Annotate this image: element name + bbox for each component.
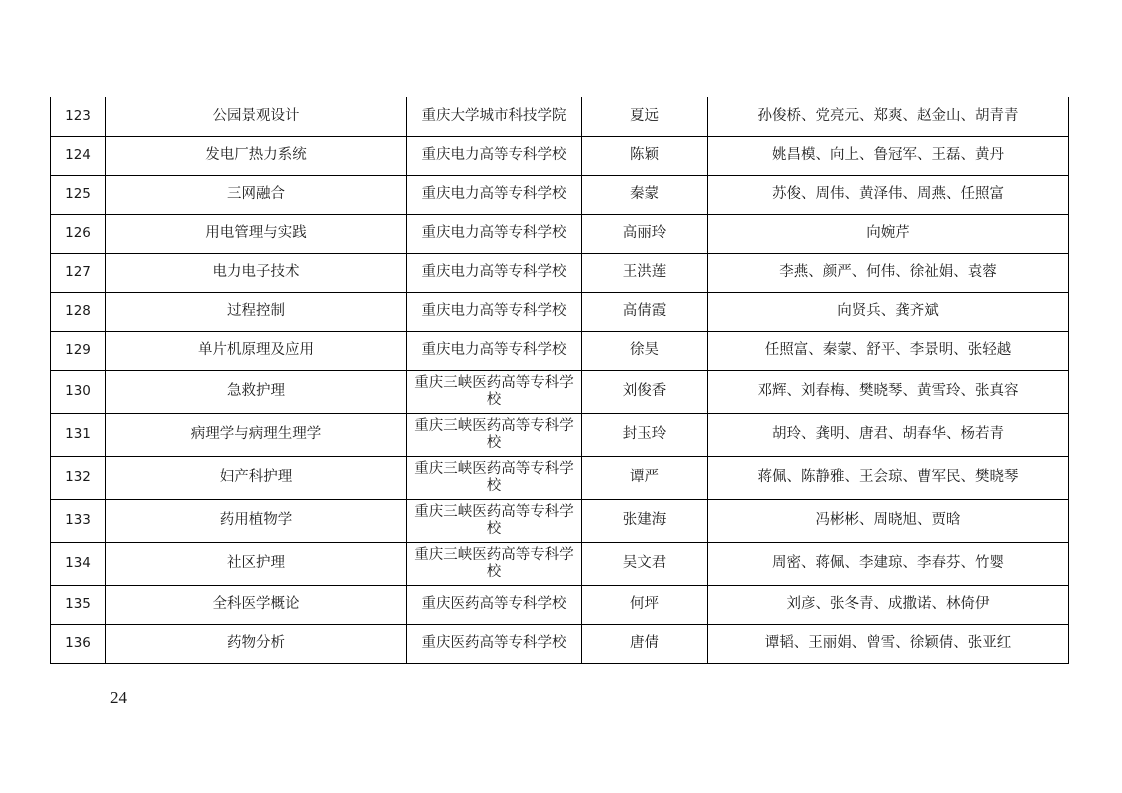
course-leader: 徐昊: [582, 331, 708, 370]
course-leader: 陈颖: [582, 136, 708, 175]
course-leader: 高倩霞: [582, 292, 708, 331]
course-leader: 王洪莲: [582, 253, 708, 292]
course-leader: 张建海: [582, 499, 708, 542]
table-row: [51, 624, 1069, 663]
school-name: 重庆三峡医药高等专科学校: [407, 456, 582, 499]
school-name: 重庆三峡医药高等专科学校: [407, 413, 582, 456]
school-name: 重庆医药高等专科学校: [407, 624, 582, 663]
table-row: [51, 97, 1069, 136]
course-name: 电力电子技术: [106, 253, 407, 292]
team-members: 冯彬彬、周晓旭、贾晗: [708, 499, 1069, 542]
course-name: 病理学与病理生理学: [106, 413, 407, 456]
table-row: [51, 253, 1069, 292]
course-leader: 夏远: [582, 97, 708, 136]
row-number: 131: [51, 413, 106, 456]
school-name: 重庆电力高等专科学校: [407, 253, 582, 292]
table-row: [51, 214, 1069, 253]
table-row: [51, 456, 1069, 499]
course-name: 单片机原理及应用: [106, 331, 407, 370]
row-number: 136: [51, 624, 106, 663]
course-name: 三网融合: [106, 175, 407, 214]
school-name: 重庆三峡医药高等专科学校: [407, 542, 582, 585]
table-row: [51, 413, 1069, 456]
school-name: 重庆电力高等专科学校: [407, 214, 582, 253]
course-name: 妇产科护理: [106, 456, 407, 499]
team-members: 刘彦、张冬青、成撒诺、林倚伊: [708, 585, 1069, 624]
table-row: [51, 331, 1069, 370]
team-members: 姚昌模、向上、鲁冠军、王磊、黄丹: [708, 136, 1069, 175]
team-members: 苏俊、周伟、黄泽伟、周燕、任照富: [708, 175, 1069, 214]
page-number: 24: [110, 688, 127, 707]
row-number: 132: [51, 456, 106, 499]
row-number: 129: [51, 331, 106, 370]
row-number: 123: [51, 97, 106, 136]
team-members: 向婉芹: [708, 214, 1069, 253]
row-number: 130: [51, 370, 106, 413]
team-members: 孙俊桥、党亮元、郑爽、赵金山、胡青青: [708, 97, 1069, 136]
school-name: 重庆电力高等专科学校: [407, 331, 582, 370]
school-name: 重庆电力高等专科学校: [407, 136, 582, 175]
course-name: 全科医学概论: [106, 585, 407, 624]
team-members: 周密、蒋佩、李建琼、李春芬、竹婴: [708, 542, 1069, 585]
course-name: 药用植物学: [106, 499, 407, 542]
course-leader: 唐倩: [582, 624, 708, 663]
course-leader: 何坪: [582, 585, 708, 624]
row-number: 128: [51, 292, 106, 331]
school-name: 重庆电力高等专科学校: [407, 292, 582, 331]
row-number: 124: [51, 136, 106, 175]
table-row: [51, 370, 1069, 413]
team-members: 蒋佩、陈静雅、王会琼、曹军民、樊晓琴: [708, 456, 1069, 499]
course-leader: 封玉玲: [582, 413, 708, 456]
row-number: 135: [51, 585, 106, 624]
school-name: 重庆大学城市科技学院: [407, 97, 582, 136]
team-members: 向贤兵、龚齐斌: [708, 292, 1069, 331]
school-name: 重庆医药高等专科学校: [407, 585, 582, 624]
school-name: 重庆三峡医药高等专科学校: [407, 370, 582, 413]
table-row: [51, 542, 1069, 585]
team-members: 李燕、颜严、何伟、徐祉娟、袁蓉: [708, 253, 1069, 292]
table-row: [51, 292, 1069, 331]
course-leader: 高丽玲: [582, 214, 708, 253]
team-members: 谭韬、王丽娟、曾雪、徐颖倩、张亚红: [708, 624, 1069, 663]
school-name: 重庆电力高等专科学校: [407, 175, 582, 214]
table-row: [51, 136, 1069, 175]
team-members: 胡玲、龚明、唐君、胡春华、杨若青: [708, 413, 1069, 456]
table-row: [51, 175, 1069, 214]
course-leader: 谭严: [582, 456, 708, 499]
row-number: 133: [51, 499, 106, 542]
row-number: 134: [51, 542, 106, 585]
course-name: 发电厂热力系统: [106, 136, 407, 175]
course-name: 社区护理: [106, 542, 407, 585]
course-name: 公园景观设计: [106, 97, 407, 136]
row-number: 125: [51, 175, 106, 214]
course-name: 用电管理与实践: [106, 214, 407, 253]
row-number: 127: [51, 253, 106, 292]
team-members: 邓辉、刘春梅、樊晓琴、黄雪玲、张真容: [708, 370, 1069, 413]
row-number: 126: [51, 214, 106, 253]
course-leader: 秦蒙: [582, 175, 708, 214]
table-row: [51, 499, 1069, 542]
course-leader: 吴文君: [582, 542, 708, 585]
table-row: [51, 585, 1069, 624]
course-name: 过程控制: [106, 292, 407, 331]
course-name: 急救护理: [106, 370, 407, 413]
course-leader: 刘俊香: [582, 370, 708, 413]
course-name: 药物分析: [106, 624, 407, 663]
course-table: [50, 97, 1069, 664]
school-name: 重庆三峡医药高等专科学校: [407, 499, 582, 542]
team-members: 任照富、秦蒙、舒平、李景明、张轻越: [708, 331, 1069, 370]
